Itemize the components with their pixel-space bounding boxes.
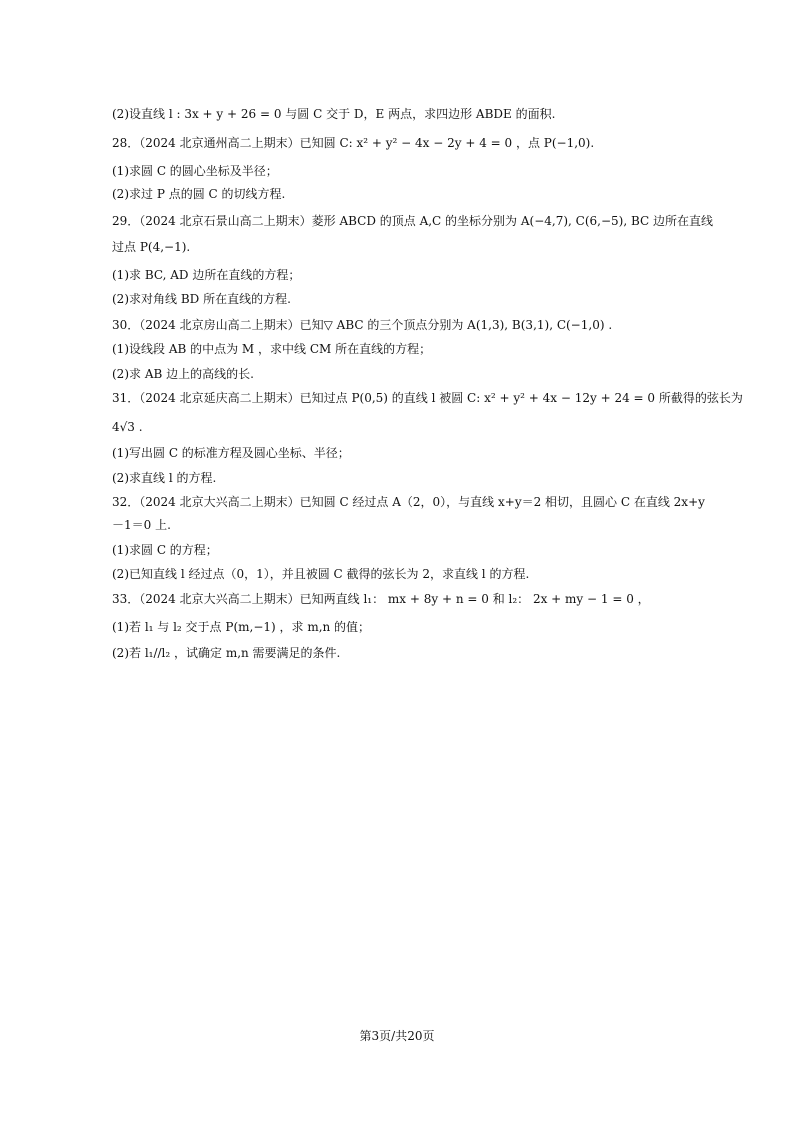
text-line-17: －1＝0 上. [112,518,171,532]
text-line-6: 过点 P(4,−1). [112,240,191,254]
text-line-11: (2)求 AB 边上的高线的长. [112,367,254,381]
text-line-13: 4√3 . [112,420,143,434]
text-line-21: (1)若 l₁ 与 l₂ 交于点 P(m,−1) ，求 m,n 的值； [112,620,371,634]
page-number-footer: 第3页/共20页 [359,1029,435,1043]
text-line-5: 29．（2024 北京石景山高二上期末）菱形 ABCD 的顶点 A,C 的坐标分别为 A(−4,7), C(6,−5), BC 边所在直线 [112,214,714,228]
text-line-9: 30．（2024 北京房山高二上期末）已知▽ ABC 的三个顶点分别为 A(1,3), B(3,1), C(−1,0) . [112,318,613,332]
text-line-16: 32．（2024 北京大兴高二上期末）已知圆 C 经过点 A（2，0），与直线 x+y＝2 相切，且圆心 C 在直线 2x+y [112,495,705,509]
text-line-19: (2)已知直线 l 经过点（0，1），并且被圆 C 截得的弦长为 2，求直线 l 的方程. [112,567,530,581]
text-line-7: (1)求 BC, AD 边所在直线的方程； [112,268,301,282]
text-line-12: 31．（2024 北京延庆高二上期末）已知过点 P(0,5) 的直线 l 被圆 C: x² + y² + 4x − 12y + 24 = 0 所截得的弦长为 [112,391,743,405]
text-line-14: (1)写出圆 C 的标准方程及圆心坐标、半径； [112,446,350,460]
text-line-1: (2)设直线 l : 3x + y + 26 = 0 与圆 C 交于 D，E 两点，求四边形 ABDE 的面积. [112,107,556,121]
text-line-2: 28．（2024 北京通州高二上期末）已知圆 C: x² + y² − 4x − 2y + 4 = 0 ，点 P(−1,0). [112,136,595,150]
text-line-4: (2)求过 P 点的圆 C 的切线方程. [112,187,286,201]
text-line-15: (2)求直线 l 的方程. [112,471,217,485]
text-line-8: (2)求对角线 BD 所在直线的方程. [112,292,291,306]
text-line-10: (1)设线段 AB 的中点为 M ，求中线 CM 所在直线的方程； [112,342,432,356]
text-line-22: (2)若 l₁//l₂ ，试确定 m,n 需要满足的条件. [112,646,341,660]
text-line-18: (1)求圆 C 的方程； [112,543,218,557]
text-line-20: 33．（2024 北京大兴高二上期末）已知两直线 l₁： mx + 8y + n = 0 和 l₂： 2x + my − 1 = 0 ， [112,592,650,606]
text-line-3: (1)求圆 C 的圆心坐标及半径； [112,164,278,178]
